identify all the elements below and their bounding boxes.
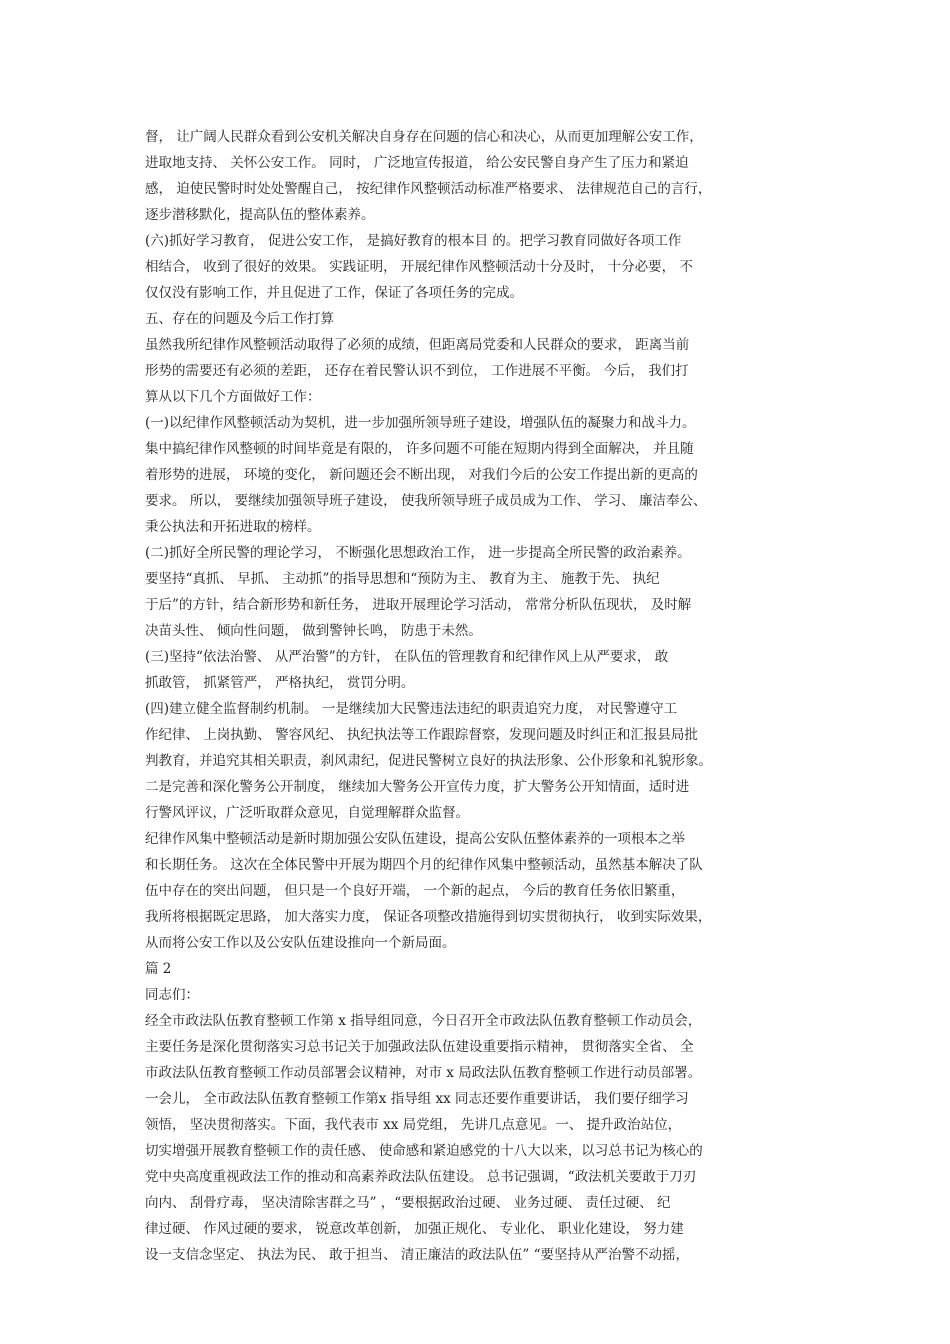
text-line: 抓敢管， 抓紧管严， 严格执纪， 赏罚分明。 [145,675,415,691]
section-heading: 篇 2 [145,961,172,977]
text-line: 切实增强开展教育整顿工作的责任感、 使命感和紧迫感党的十八大以来，以习总书记为核心的 [145,1143,703,1159]
text-line: 秉公执法和开拓进取的榜样。 [145,519,321,535]
text-line: 和长期任务。 这次在全体民警中开展为期四个月的纪律作风集中整顿活动，虽然基本解决了队 [145,857,703,873]
text-line: (三)坚持“依法治警、 从严治警”的方针， 在队伍的管理教育和纪律作风上从严要求， 敢 [145,649,669,665]
text-line: (一)以纪律作风整顿活动为契机，进一步加强所领导班子建设，增强队伍的凝聚力和战斗力。 [145,415,696,431]
text-line: 主要任务是深化贯彻落实习总书记关于加强政法队伍建设重要指示精神， 贯彻落实全省、 全 [145,1039,694,1055]
text-line: 经全市政法队伍教育整顿工作第 x 指导组同意，今日召开全市政法队伍教育整顿工作动员会， [145,1013,702,1029]
text-line: 市政法队伍教育整顿工作动员部署会议精神，对市 x 局政法队伍教育整顿工作进行动员部署。 [145,1065,702,1081]
text-line: 党中央高度重视政法工作的推动和高素养政法队伍建设。 总书记强调，“政法机关要敢于刀刃 [145,1169,697,1185]
text-line: 仅仅没有影响工作，并且促进了工作，保证了各项任务的完成。 [145,285,523,301]
text-line: 设一支信念坚定、 执法为民、 敢于担当、 清正廉洁的政法队伍” “要坚持从严治警不动摇， [145,1247,689,1263]
text-line: 一会儿， 全市政法队伍教育整顿工作第x 指导组 xx 同志还要作重要讲话， 我们要仔细学习 [145,1091,689,1107]
text-line: 我所将根据既定思路， 加大落实力度， 保证各项整改措施得到切实贯彻执行， 收到实际效果， [145,909,712,925]
text-line: 领悟， 坚决贯彻落实。下面，我代表市 xx 局党组， 先讲几点意见。一、 提升政治站位， [145,1117,682,1133]
text-line: 二是完善和深化警务公开制度， 继续加大警务公开宣传力度，扩大警务公开知情面，适时进 [145,779,690,795]
text-line: 督， 让广阔人民群众看到公安机关解决自身存在问题的信心和决心，从而更加理解公安工作， [145,129,703,145]
text-line: (四)建立健全监督制约机制。 一是继续加大民警违法违纪的职责追究力度， 对民警遵守工 [145,701,678,717]
text-line: 行警风评议，广泛听取群众意见，自觉理解群众监督。 [145,805,469,821]
text-line: 逐步潜移默化，提高队伍的整体素养。 [145,207,375,223]
text-line: 作纪律、 上岗执勤、 警容风纪、 执纪执法等工作跟踪督察，发现问题及时纠正和汇报县局批 [145,727,698,743]
text-line: 虽然我所纪律作风整顿活动取得了必须的成绩，但距离局党委和人民群众的要求， 距离当前 [145,337,690,353]
text-line: 判教育，并追究其相关职责，刹风肃纪，促进民警树立良好的执法形象、公仆形象和礼貌形象。 [145,753,712,769]
text-line: 形势的需要还有必须的差距， 还存在着民警认识不到位， 工作进展不平衡。 今后， 我们打 [145,363,689,379]
text-line: 律过硬、 作风过硬的要求， 锐意改革创新， 加强正规化、 专业化、 职业化建设， 努力建 [145,1221,684,1237]
text-line: 相结合， 收到了很好的效果。 实践证明， 开展纪律作风整顿活动十分及时， 十分必要， 不 [145,259,693,275]
text-line: 要求。 所以， 要继续加强领导班子建设， 使我所领导班子成员成为工作、 学习、 廉洁奉公、 [145,493,707,509]
text-line: 决苗头性、 倾向性问题， 做到警钟长鸣， 防患于未然。 [145,623,482,639]
text-line: 纪律作风集中整顿活动是新时期加强公安队伍建设，提高公安队伍整体素养的一项根本之举 [145,831,685,847]
salutation: 同志们： [145,987,199,1003]
text-line: (六)抓好学习教育， 促进公安工作， 是搞好教育的根本目 的。把学习教育同做好各项工作 [145,233,682,249]
text-line: 着形势的进展， 环境的变化， 新问题还会不断出现， 对我们今后的公安工作提出新的更高的 [145,467,698,483]
text-line: (二)抓好全所民警的理论学习， 不断强化思想政治工作， 进一步提高全所民警的政治素养。 [145,545,691,561]
section-heading: 五、存在的问题及今后工作打算 [145,311,334,327]
text-line: 于后”的方针，结合新形势和新任务， 进取开展理论学习活动， 常常分析队伍现状， 及时解 [145,597,692,613]
text-line: 算从以下几个方面做好工作： [145,389,321,405]
text-line: 感， 迫使民警时时处处警醒自己， 按纪律作风整顿活动标准严格要求、 法律规范自己的言行， [145,181,712,197]
text-line: 从而将公安工作以及公安队伍建设推向一个新局面。 [145,935,456,951]
text-line: 集中搞纪律作风整顿的时间毕竟是有限的， 许多问题不可能在短期内得到全面解决， 并且随 [145,441,694,457]
text-line: 向内、 刮骨疗毒， 坚决清除害群之马” ，“要根据政治过硬、 业务过硬、 责任过硬、 纪 [145,1195,671,1211]
text-line: 要坚持“真抓、 早抓、 主动抓”的指导思想和“预防为主、 教育为主、 施教于先、 执纪 [145,571,660,587]
text-line: 伍中存在的突出问题， 但只是一个良好开端， 一个新的起点， 今后的教育任务依旧繁重， [145,883,685,899]
document-body [145,124,817,1268]
text-line: 进取地支持、 关怀公安工作。 同时， 广泛地宣传报道， 给公安民警自身产生了压力和紧迫 [145,155,689,171]
